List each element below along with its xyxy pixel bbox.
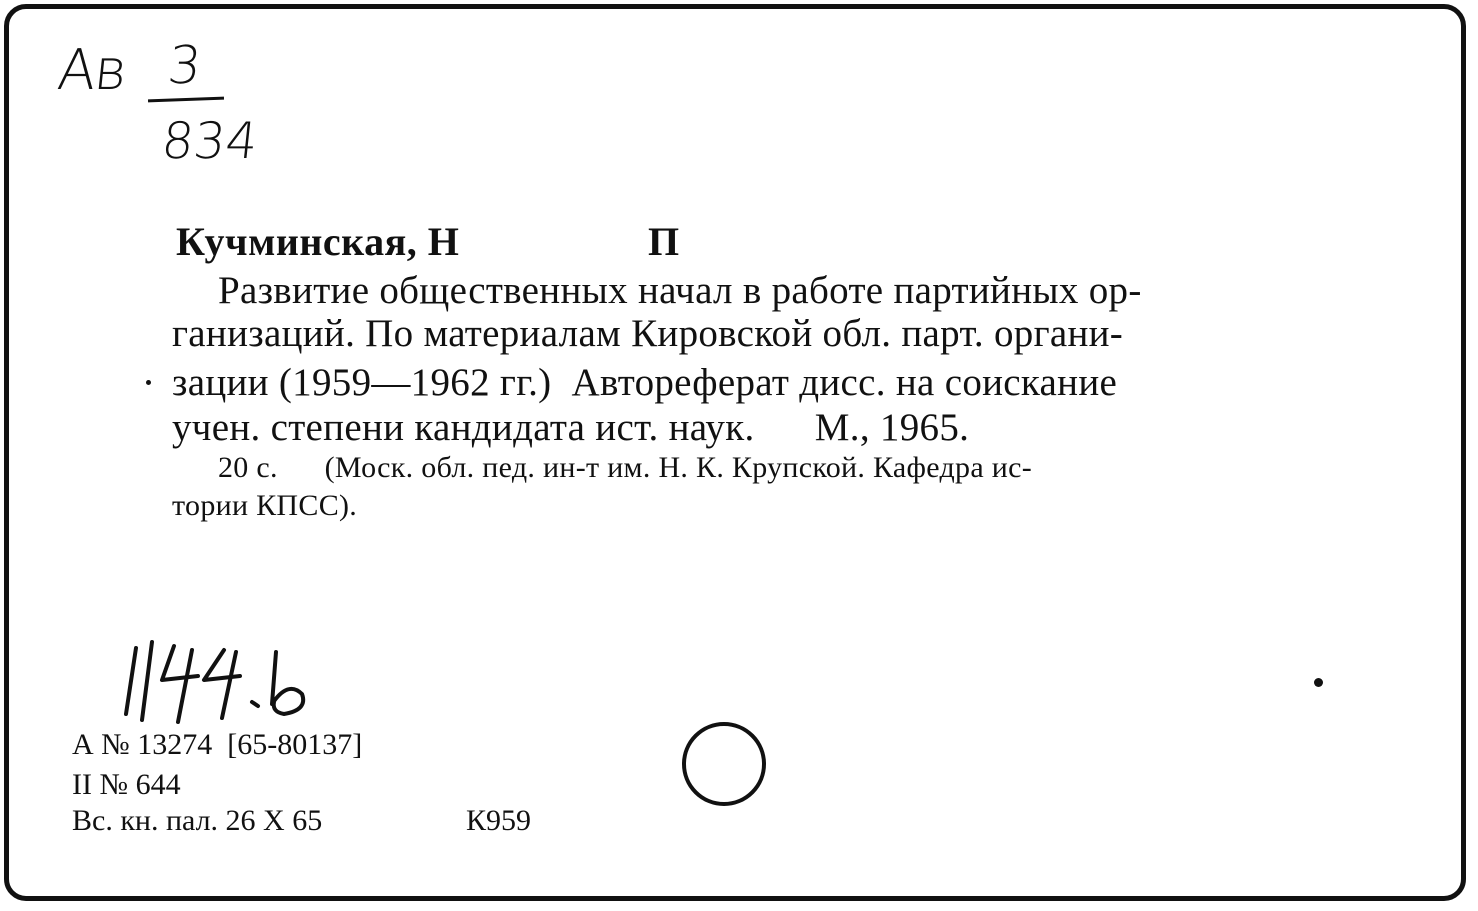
book-chamber-line: Вс. кн. пал. 26 X 65 bbox=[72, 804, 323, 837]
call-number-denominator: 834 bbox=[158, 112, 261, 170]
call-number-numerator: 3 bbox=[164, 36, 205, 96]
classification-code: К959 bbox=[466, 804, 532, 837]
notes-line-2: тории КПСС). bbox=[172, 489, 358, 522]
accession-ii-number: II № 644 bbox=[72, 768, 181, 801]
title-line-3: зации (1959—1962 гг.) Автореферат дисс. на соискание bbox=[172, 361, 1118, 404]
author-name: Кучминская, Н bbox=[176, 219, 460, 264]
ink-speck bbox=[146, 380, 151, 385]
title-line-4: учен. степени кандидата ист. наук. М., 1965. bbox=[172, 406, 970, 449]
call-number-prefix: Ав bbox=[54, 38, 129, 103]
ink-speck bbox=[1314, 678, 1323, 687]
notes-line-1: 20 с. (Моск. обл. пед. ин-т им. Н. К. Крупской. Кафедра ис- bbox=[218, 451, 1033, 484]
handwritten-inventory-number bbox=[112, 632, 352, 728]
title-line-1: Развитие общественных начал в работе партийных ор- bbox=[218, 269, 1142, 312]
author-initial: П bbox=[648, 219, 680, 264]
accession-a-number: А № 13274 [65-80137] bbox=[72, 728, 363, 761]
punch-hole-circle bbox=[682, 722, 766, 806]
title-line-2: ганизаций. По материалам Кировской обл. парт. органи- bbox=[172, 312, 1124, 355]
